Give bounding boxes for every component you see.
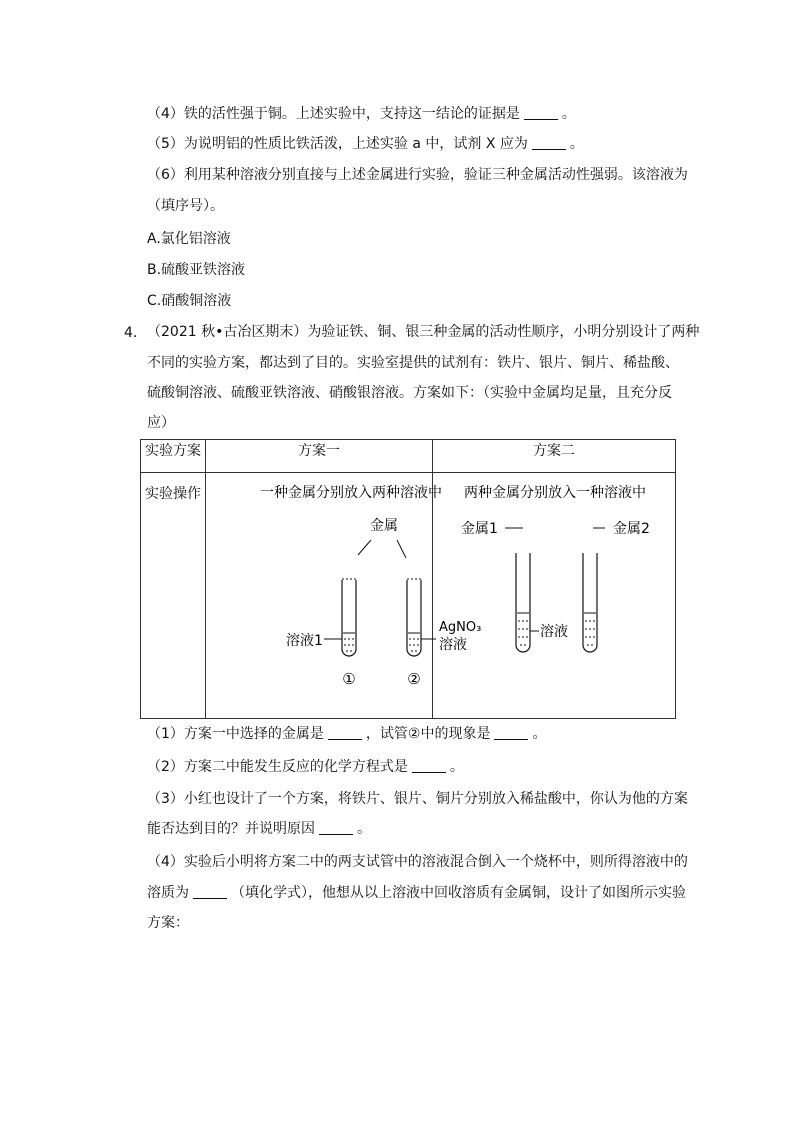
answer-blank[interactable] [524, 105, 558, 120]
q4-sub1: （1）方案一中选择的金属是 ，试管②中的现象是 。 [147, 726, 547, 742]
pointer-line [397, 540, 406, 558]
test-tube-3 [516, 553, 530, 652]
q4-sub4-line2: 溶质为 （填化学式），他想从以上溶液中回收溶质有金属铜，设计了如图所示实验 [147, 885, 686, 901]
q3-item6-line1: （6）利用某种溶液分别直接与上述金属进行实验，验证三种金属活动性强弱。该溶液为 [147, 167, 688, 183]
test-tube-1 [342, 579, 356, 656]
pointer-line [358, 540, 371, 555]
question-number: 4． [124, 325, 147, 341]
plan1-desc: 一种金属分别放入两种溶液中 [260, 485, 442, 501]
answer-blank[interactable] [412, 758, 446, 773]
q4-sub4-line3: 方案： [147, 915, 189, 931]
answer-blank[interactable] [532, 135, 566, 150]
q4-intro-line3: 硫酸铜溶液、硫酸亚铁溶液、硝酸银溶液。方案如下：（实验中金属均足量，且充分反 [147, 385, 672, 401]
option-b[interactable]: B.硫酸亚铁溶液 [147, 262, 246, 278]
q4-sub2: （2）方案二中能发生反应的化学方程式是 。 [147, 759, 464, 775]
experiment-plan-table [140, 439, 676, 719]
plan1-metal-label: 金属 [370, 518, 398, 534]
answer-blank[interactable] [494, 725, 528, 740]
plan2-solution-label: 溶液 [540, 624, 568, 640]
plan1-solution1-label: 溶液1 [286, 633, 323, 649]
col-header: 实验方案 [141, 440, 206, 473]
plan2-metal2-label: 金属2 [613, 521, 650, 537]
test-tube-2 [407, 579, 421, 656]
plan2-header: 方案二 [433, 440, 676, 473]
answer-blank[interactable] [328, 725, 362, 740]
plan2-metal1-label: 金属1 [461, 521, 498, 537]
tube2-number: ② [407, 670, 421, 688]
q4-sub3-line2: 能否达到目的？并说明原因 。 [147, 821, 371, 837]
q4-sub4-line1: （4）实验后小明将方案二中的两支试管中的溶液混合倒入一个烧杯中，则所得溶液中的 [147, 854, 688, 870]
q3-item5: （5）为说明铝的性质比铁活泼，上述实验 a 中，试剂 X 应为 。 [147, 136, 584, 152]
plan1-header: 方案一 [206, 440, 433, 473]
plan2-cell [433, 473, 676, 719]
q4-sub3-line1: （3）小红也设计了一个方案，将铁片、银片、铜片分别放入稀盐酸中，你认为他的方案 [147, 791, 688, 807]
option-a[interactable]: A.氯化铝溶液 [147, 231, 231, 247]
plan2-diagram [433, 473, 677, 721]
row-header: 实验操作 [141, 473, 206, 719]
test-tube-4 [583, 553, 597, 652]
plan2-desc: 两种金属分别放入一种溶液中 [464, 485, 646, 501]
answer-blank[interactable] [193, 884, 227, 899]
q3-item6-line2: （填序号）。 [147, 198, 224, 214]
agno3-solution-label: 溶液 [439, 637, 467, 653]
option-c[interactable]: C.硝酸铜溶液 [147, 293, 232, 309]
q4-intro-line4: 应） [147, 415, 175, 431]
answer-blank[interactable] [319, 820, 353, 835]
q4-intro-line1: （2021 秋•古冶区期末）为验证铁、铜、银三种金属的活动性顺序，小明分别设计了两种 [147, 324, 700, 340]
q4-intro-line2: 不同的实验方案，都达到了目的。实验室提供的试剂有：铁片、银片、铜片、稀盐酸、 [147, 355, 679, 371]
tube1-number: ① [342, 670, 356, 688]
agno3-label: AgNO₃ [439, 620, 482, 635]
q3-item4: （4）铁的活性强于铜。上述实验中，支持这一结论的证据是 。 [147, 106, 576, 122]
